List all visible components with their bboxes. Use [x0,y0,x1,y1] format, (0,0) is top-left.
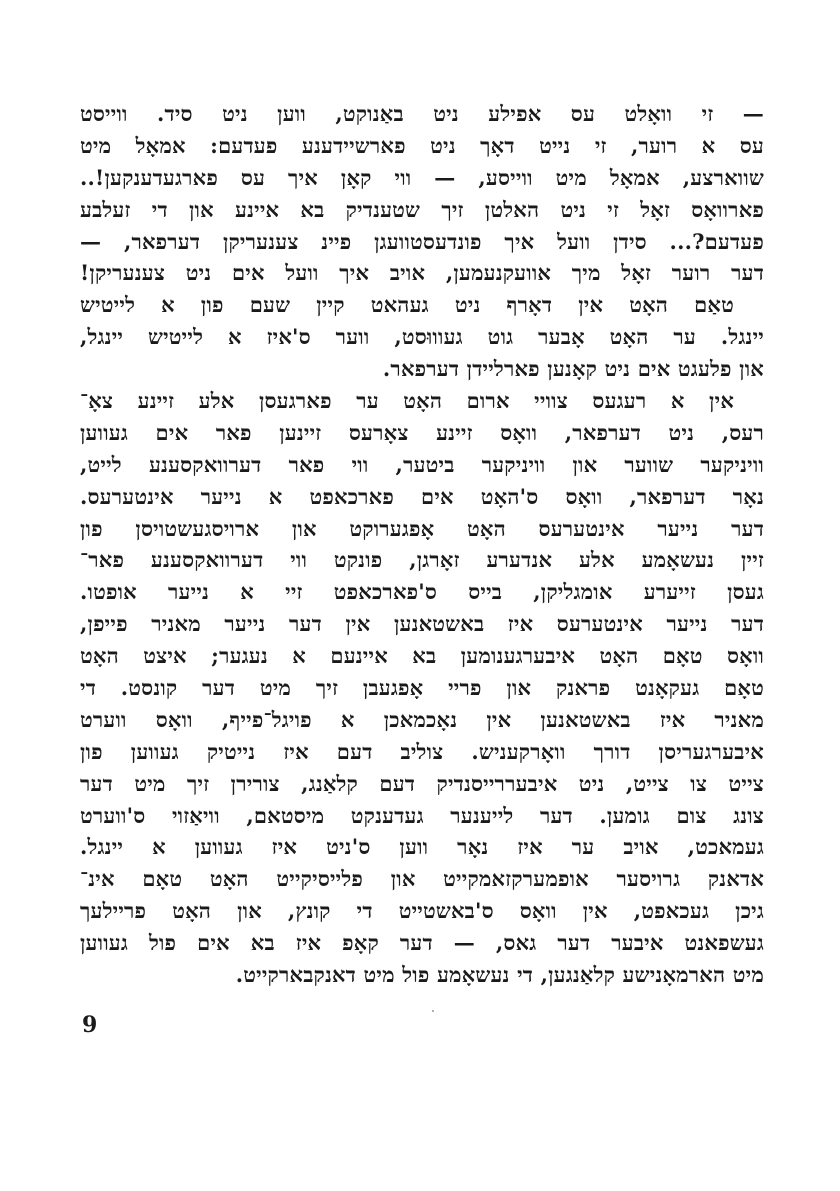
text-line: געמאכט, אויב ער איז נאָר ווען ס'ניט איז געווען א יינגל. [80,834,764,860]
text-line: רעס, ניט דערפאר, וואָס זיינע צאָרעס זיינען פאר אים געווען [80,419,764,445]
text-line: גיכן געכאפט, אין וואָס ס'באשטייט די קונץ, און האָט פריילעך [80,898,764,924]
body-text [80,98,764,991]
text-line: טאַם האָט אין דאָרף ניט געהאט קיין שעם פון א לייטיש [80,292,734,318]
page-number: 9 [82,1012,98,1038]
text-line: וואָס טאָם האָט איבערגענומען בא איינעם א נעגער; איצט האָט [80,643,764,669]
text-line: אדאנק גרויסער אופמערקזאמקייט און פלייסיקייט האָט טאָם אינ־ [80,866,764,892]
text-line: מיט הארמאָנישע קלאַנגען, די נעשאָמע פול מיט דאנקבארקייט. [235,962,764,988]
text-line: פעדעם?... סידן וועל איך פונדעסטוועגן פיינ צענעריקן דערפאר, — [80,228,764,254]
text-line: יינגל. ער האָט אָבער גוט געוווּסט, ווער ס'איז א לייטיש יינגל, [80,324,764,350]
text-line: צייט צו צייט, ניט איבעררייסנדיק דעם קלאַנג, צורירן זיך מיט דער [80,770,764,796]
text-line: וויניקער שווער און וויניקער ביטער, ווי פאר דערוואקסענע לייט, [80,451,764,477]
text-line: פארוואָס זאָל זי ניט האלטן זיך שטענדיק בא איינע און די זעלבע [80,196,764,222]
text-line: צונג צום גומען. דער לייענער געדענקט מיסטאם, וויאַזוי ס'ווערט [80,802,764,828]
text-line: דער רוער זאָל מיך אוועקנעמען, אויב איך וועל אים ניט צענעריקן! [80,260,764,286]
text-line: נאָר דערפאר, וואָס ס'האָט אים פארכאפט א נייער אינטערעס. [80,483,764,509]
text-line: דער נייער אינטערעס איז באשטאנען אין דער נייער מאניר פייפן, [80,611,764,637]
print-speck [432,1010,434,1012]
text-line: געסן זייערע אומגליקן, בייס ס'פארכאפט זיי א נייער אופטו. [80,579,764,605]
text-line: שווארצע, אמאָל מיט ווייסע, — ווי קאָן איך עס פארגעדענקען!.. [80,164,764,190]
text-line: אין א רעגעס צוויי ארום האָט ער פארגעסן אלע זיינע צאָ־ [80,388,734,414]
text-line: און פלעגט אים ניט קאָנען פארליידן דערפאר. [382,356,764,382]
text-line: געשפאנט איבער דער גאס, — דער קאָפ איז בא אים פול געווען [80,930,764,956]
text-line: — זי וואָלט עס אפילע ניט באַנוקט, ווען ניט סיד. ווייסט [80,101,764,126]
text-line: זיין נעשאָמע אלע אנדערע זאָרגן, פונקט ווי דערוואקסענע פאר־ [80,547,764,573]
text-line: דער נייער אינטערעס האָט אָפגערוקט און ארויסגעשטויסן פון [80,515,764,541]
text-line: עס א רוער, זי נייט דאָך ניט פארשיידענע פעדעם: אמאָל מיט [80,132,764,158]
text-line: טאָם געקאָנט פראנק און פריי אָפגעבן זיך מיט דער קונסט. די [80,675,764,701]
text-line: איבערגעריסן דורך וואָרקעניש. צוליב דעם איז נייטיק געווען פון [80,738,764,764]
text-line: מאניר איז באשטאנען אין נאָכמאכן א פויגל־פייף, וואָס ווערט [80,706,764,732]
